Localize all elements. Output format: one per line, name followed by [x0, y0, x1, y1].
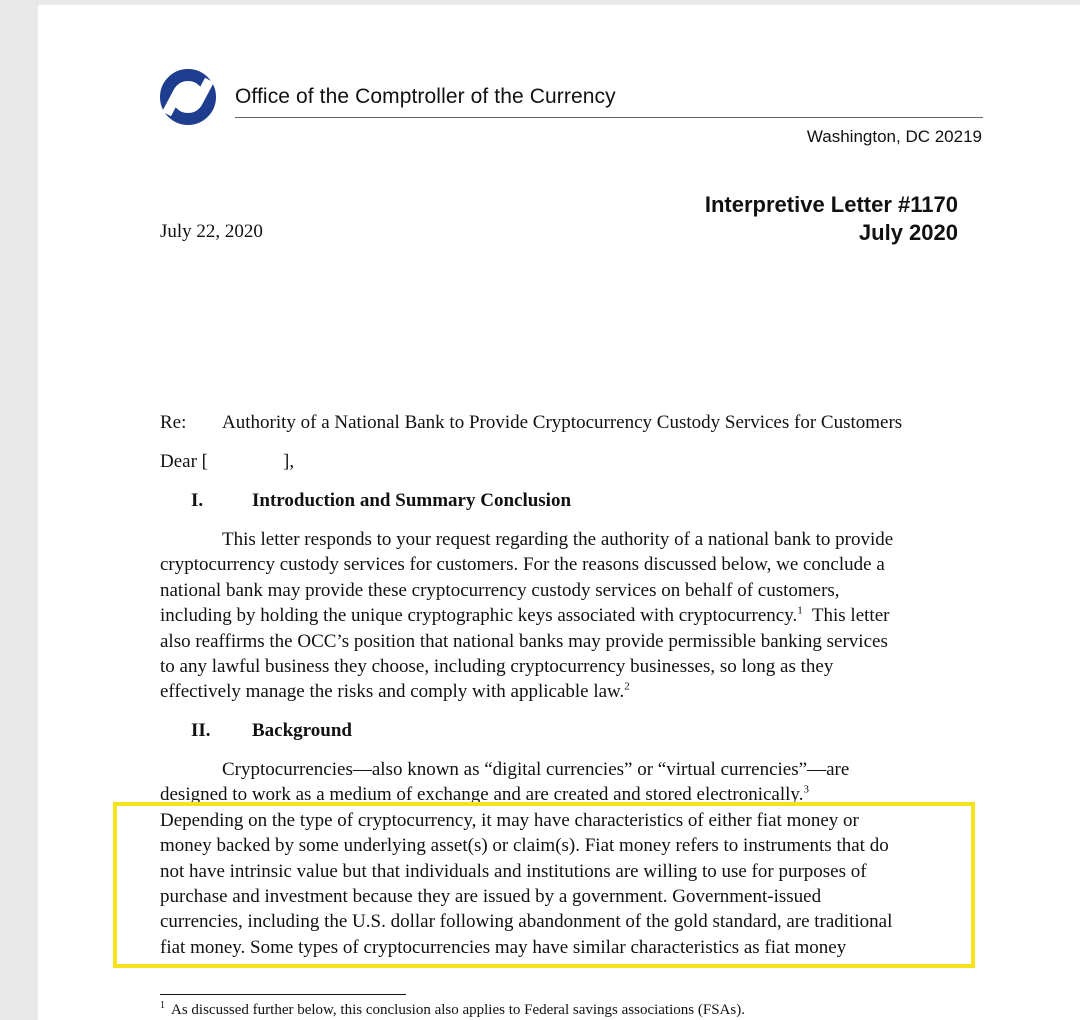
paragraph-line: [160, 603, 960, 628]
paragraph-line: money backed by some underlying asset(s) or claim(s). Fiat money refers to instruments that do: [160, 835, 889, 857]
footnote-ref[interactable]: 2: [624, 681, 630, 694]
line-text: including by holding the unique cryptographic keys associated with cryptocurrency.: [160, 605, 798, 627]
organization-name: Office of the Comptroller of the Currency: [235, 85, 616, 108]
paragraph-line: [160, 679, 960, 704]
paragraph-line: not have intrinsic value but that individuals and institutions are willing to use for purposes of: [160, 860, 867, 882]
paragraph-line: purchase and investment because they are issued by a government. Government-issued: [160, 886, 822, 908]
paragraph-line: fiat money. Some types of cryptocurrencies may have similar characteristics as fiat money: [160, 936, 847, 958]
footnote-ref[interactable]: 3: [803, 784, 809, 797]
header-divider: [235, 117, 983, 118]
letter-designation: [705, 191, 958, 247]
highlight-box: [113, 802, 975, 968]
paragraph-line: to any lawful business they choose, including cryptocurrency businesses, so long as they: [160, 656, 834, 678]
re-label: Re:: [160, 412, 187, 433]
paragraph-line: also reaffirms the OCC’s position that national banks may provide permissible banking services: [160, 630, 888, 652]
line-text: This letter: [811, 605, 890, 627]
letter-date: July 22, 2020: [160, 221, 263, 242]
office-address: Washington, DC 20219: [806, 127, 982, 146]
line-text: effectively manage the risks and comply with applicable law.: [160, 681, 625, 703]
section-number: II.: [191, 720, 211, 741]
letter-number: Interpretive Letter #1170: [704, 192, 958, 217]
occ-logo-icon: [158, 66, 218, 128]
footnote-text: As discussed further below, this conclusion also applies to Federal savings associations (FSAs).: [171, 1002, 745, 1018]
footnote-number: 1: [160, 1000, 165, 1011]
section-number: I.: [191, 490, 204, 511]
paragraph-line: national bank may provide these cryptocurrency custody services on behalf of customers,: [160, 579, 840, 601]
letter-month: July 2020: [858, 220, 958, 245]
paragraph-line: currencies, including the U.S. dollar following abandonment of the gold standard, are traditional: [160, 911, 893, 933]
paragraph-line: Cryptocurrencies—also known as “digital currencies” or “virtual currencies”—are: [222, 759, 850, 780]
footnote-divider: [160, 994, 406, 995]
salutation-close: ],: [283, 451, 295, 472]
paragraph-introduction: [160, 527, 960, 705]
paragraph-line: Depending on the type of cryptocurrency, it may have characteristics of either fiat money or: [160, 809, 859, 831]
document-page: [38, 5, 1080, 1020]
paragraph-line: cryptocurrency custody services for customers. For the reasons discussed below, we conclude a: [160, 554, 885, 576]
salutation-open: Dear [: [160, 451, 208, 472]
paragraph-line: This letter responds to your request regarding the authority of a national bank to provide: [222, 529, 894, 550]
line-text: designed to work as a medium of exchange and are created and stored electronically.: [160, 784, 804, 806]
section-title: Introduction and Summary Conclusion: [252, 490, 572, 511]
re-subject: Authority of a National Bank to Provide Cryptocurrency Custody Services for Customers: [222, 412, 903, 433]
section-title: Background: [252, 720, 352, 741]
footnote: [160, 1002, 745, 1019]
footnote-ref[interactable]: 1: [797, 604, 803, 617]
